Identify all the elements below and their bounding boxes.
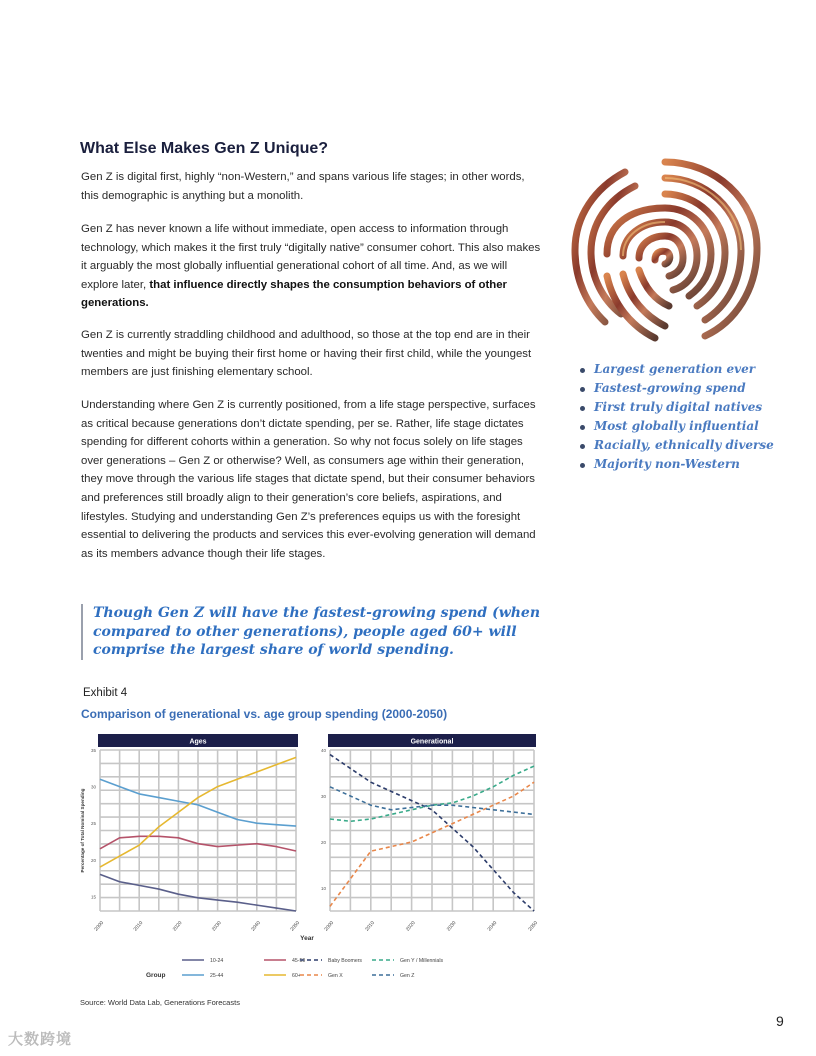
x-axis-label: Year bbox=[300, 935, 314, 942]
x-tick-label: 2050 bbox=[527, 920, 540, 933]
source-note: Source: World Data Lab, Generations Forecasts bbox=[80, 998, 240, 1007]
x-tick-label: 2010 bbox=[132, 920, 145, 933]
list-item: Racially, ethnically diverse bbox=[580, 436, 774, 455]
x-tick-label: 2040 bbox=[250, 920, 262, 933]
x-tick-label: 2000 bbox=[93, 920, 106, 933]
y-tick-label: 30 bbox=[320, 794, 326, 799]
list-item: First truly digital natives bbox=[580, 398, 774, 417]
page-number: 9 bbox=[776, 1013, 784, 1029]
y-tick-label: 15 bbox=[90, 894, 96, 900]
y-tick-label: 10 bbox=[320, 886, 326, 891]
y-tick-label: 20 bbox=[320, 840, 326, 845]
y-tick-label: 35 bbox=[90, 748, 96, 753]
panel-title: Generational bbox=[410, 738, 454, 746]
digital-native-emphasis: that influence directly shapes the consumption behaviors of other generations. bbox=[81, 278, 507, 310]
digital-native-paragraph bbox=[81, 220, 541, 313]
y-tick-label: 20 bbox=[90, 857, 96, 863]
highlight-list bbox=[580, 360, 774, 474]
legend-group-label: Group bbox=[146, 972, 166, 979]
legend-label: 60+ bbox=[292, 973, 301, 979]
list-item: Most globally influential bbox=[580, 417, 774, 436]
legend-label: 25-44 bbox=[210, 973, 224, 979]
x-tick-label: 2030 bbox=[445, 920, 458, 933]
y-axis-label: Percentage of Total Nominal Spending bbox=[80, 788, 85, 873]
panel-title: Ages bbox=[189, 738, 207, 746]
y-tick-label: 30 bbox=[90, 784, 96, 790]
x-tick-label: 2020 bbox=[404, 920, 417, 933]
pull-quote: Though Gen Z will have the fastest-growing spend (when compared to other generations), people aged 60+ will comprise the largest share of world spending. bbox=[81, 604, 563, 660]
x-tick-label: 2050 bbox=[289, 920, 302, 933]
chart-title: Comparison of generational vs. age group spending (2000-2050) bbox=[81, 707, 448, 721]
digital-native-text: Gen Z has never known a life without immediate, open access to information through technology, which makes it the first truly “digitally native” consumer cohort. This also makes it arguably the most globally influential generational cohort of all time. And, as we will explore later, bbox=[81, 223, 541, 291]
x-tick-label: 2010 bbox=[364, 920, 376, 933]
intro-paragraph: Gen Z is digital first, highly “non-Western,” and spans various life stages; in other words, this demographic is anything but a monolith. bbox=[81, 171, 525, 202]
positioning-paragraph: Understanding where Gen Z is currently positioned, from a life stage perspective, surfaces as critical because generations don’t dictate spending, per se. Rather, life stage dictates spending for different cohorts within a generation. So why not focus solely on life stages over generations – Gen Z or otherwise? Well, as consumers age within their generation, they move through the various life stages that dictate spend, but their consumer behaviors and preferences still broadly align to their generation’s core beliefs, aspirations, and lifestyles. Studying and understanding Gen Z’s preferences equips us with the foresight essential to delivering the products and services this ever-evolving generation will demand as its members advance though their life stages. bbox=[81, 399, 536, 560]
legend-label: Gen Y / Millennials bbox=[400, 958, 444, 964]
x-tick-label: 2030 bbox=[210, 920, 223, 933]
watermark: 大数跨境 bbox=[8, 1031, 73, 1048]
fingerprint-image bbox=[565, 150, 765, 345]
page-title: What Else Makes Gen Z Unique? bbox=[80, 140, 329, 157]
y-tick-label: 40 bbox=[320, 748, 326, 753]
legend-label: Gen Z bbox=[400, 973, 415, 979]
legend-label: Gen X bbox=[328, 973, 343, 979]
legend-label: 45-59 bbox=[292, 958, 306, 964]
x-tick-label: 2040 bbox=[486, 920, 499, 933]
spending-charts bbox=[78, 728, 548, 988]
list-item: Majority non-Western bbox=[580, 455, 774, 474]
legend-label: Baby Boomers bbox=[328, 958, 363, 964]
x-tick-label: 2020 bbox=[171, 920, 184, 933]
y-tick-label: 25 bbox=[90, 821, 96, 827]
list-item: Largest generation ever bbox=[580, 360, 774, 379]
exhibit-label: Exhibit 4 bbox=[83, 687, 128, 699]
life-stage-paragraph: Gen Z is currently straddling childhood and adulthood, so those at the top end are in their twenties and might be buying their first home or having their first child, while the youngest members are just finishing elementary school. bbox=[81, 329, 532, 379]
legend-label: 10-24 bbox=[210, 958, 224, 964]
list-item: Fastest-growing spend bbox=[580, 379, 774, 398]
x-tick-label: 2000 bbox=[323, 920, 336, 933]
